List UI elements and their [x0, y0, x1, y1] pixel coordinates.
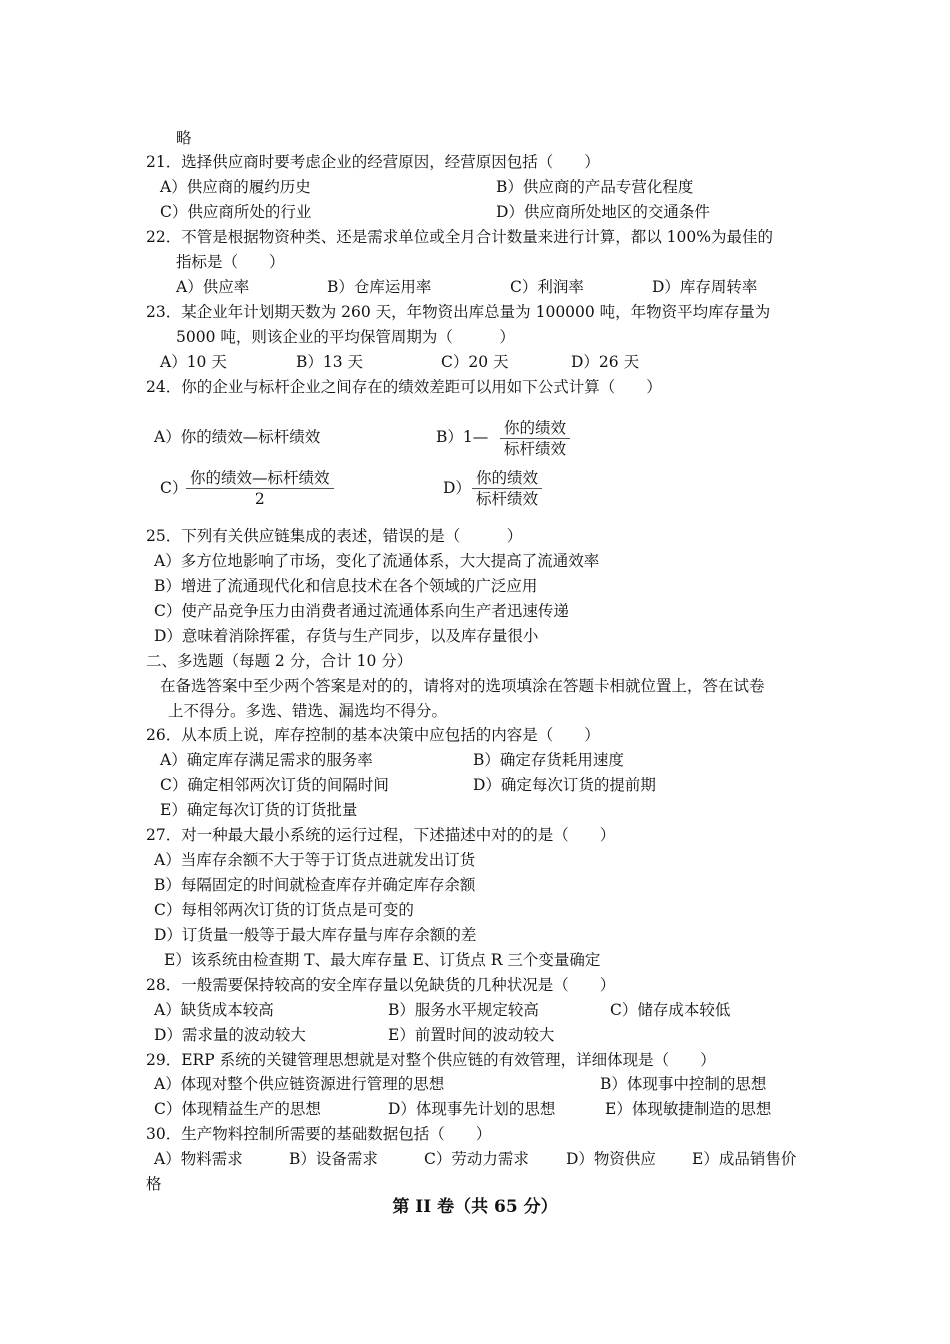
q27-option-a: A）当库存余额不大于等于订货点进就发出订货: [154, 851, 476, 869]
q22-option-d: D）库存周转率: [652, 278, 758, 296]
question-23-cont: 5000 吨，则该企业的平均保管周期为（ ）: [176, 328, 515, 346]
q21-option-a: A）供应商的履约历史: [160, 178, 311, 196]
q24-option-b-label: B）1—: [436, 428, 489, 446]
q22-option-b: B）仓库运用率: [327, 278, 432, 296]
q29-option-e: E）体现敏捷制造的思想: [605, 1100, 772, 1118]
q28-option-c: C）储存成本较低: [610, 1001, 731, 1019]
q26-option-e: E）确定每次订货的订货批量: [160, 801, 358, 819]
q27-option-b: B）每隔固定的时间就检查库存并确定库存余额: [154, 876, 476, 894]
question-21: 21．选择供应商时要考虑企业的经营原因，经营原因包括（ ）: [146, 153, 600, 171]
q23-option-a: A）10 天: [160, 353, 227, 371]
q25-option-d: D）意味着消除挥霍，存货与生产同步，以及库存量很小: [154, 627, 539, 645]
question-29: 29．ERP 系统的关键管理思想就是对整个供应链的有效管理，详细体现是（ ）: [146, 1051, 716, 1069]
q22-option-c: C）利润率: [510, 278, 584, 296]
q24-option-a: A）你的绩效—标杆绩效: [154, 428, 321, 446]
q28-option-d: D）需求量的波动较大: [154, 1026, 306, 1044]
q30-option-a: A）物料需求: [154, 1150, 243, 1168]
question-26: 26．从本质上说，库存控制的基本决策中应包括的内容是（ ）: [146, 726, 600, 744]
q27-option-c: C）每相邻两次订货的订货点是可变的: [154, 901, 414, 919]
q29-option-d: D）体现事先计划的思想: [388, 1100, 556, 1118]
q29-option-c: C）体现精益生产的思想: [154, 1100, 321, 1118]
fraction-denominator: 标杆绩效: [476, 490, 539, 508]
q21-option-d: D）供应商所处地区的交通条件: [496, 203, 710, 221]
q22-option-a: A）供应率: [176, 278, 250, 296]
section-2-heading: 二、多选题（每题 2 分，合计 10 分）: [146, 652, 413, 670]
q24-option-c-label: C）: [160, 479, 188, 497]
q25-option-a: A）多方位地影响了市场，变化了流通体系，大大提高了流通效率: [154, 552, 600, 570]
question-23: 23．某企业年计划期天数为 260 天，年物资出库总量为 100000 吨，年物资平均库存量为: [146, 303, 771, 321]
q26-option-b: B）确定存货耗用速度: [473, 751, 624, 769]
q21-option-c: C）供应商所处的行业: [160, 203, 312, 221]
q23-option-c: C）20 天: [441, 353, 509, 371]
section-2-instructions-cont: 上不得分。多选、错选、漏选均不得分。: [168, 702, 448, 720]
q30-option-c: C）劳动力需求: [424, 1150, 529, 1168]
q30-option-e-cont: 格: [146, 1175, 162, 1193]
part-2-title: 第 II 卷（共 65 分）: [392, 1197, 558, 1217]
fraction-denominator: 标杆绩效: [504, 440, 567, 458]
q27-option-e: E）该系统由检查期 T、最大库存量 E、订货点 R 三个变量确定: [164, 951, 601, 969]
q24-option-d-fraction: [472, 468, 542, 509]
q24-option-d-label: D）: [443, 479, 471, 497]
continued-text: 略: [176, 129, 192, 147]
fraction-numerator: 你的绩效—标杆绩效: [186, 468, 334, 489]
q21-option-b: B）供应商的产品专营化程度: [496, 178, 694, 196]
fraction-denominator: 2: [254, 490, 265, 508]
fraction-numerator: 你的绩效: [472, 468, 542, 489]
q24-option-c-fraction: [186, 468, 334, 509]
q28-option-e: E）前置时间的波动较大: [388, 1026, 555, 1044]
question-27: 27．对一种最大最小系统的运行过程，下述描述中对的的是（ ）: [146, 826, 616, 844]
question-24: 24．你的企业与标杆企业之间存在的绩效差距可以用如下公式计算（ ）: [146, 378, 662, 396]
q24-option-b-fraction: [500, 418, 570, 459]
question-28: 28．一般需要保持较高的安全库存量以免缺货的几种状况是（ ）: [146, 976, 616, 994]
question-22-cont: 指标是（ ）: [176, 253, 285, 271]
q28-option-a: A）缺货成本较高: [154, 1001, 274, 1019]
q29-option-a: A）体现对整个供应链资源进行管理的思想: [154, 1075, 445, 1093]
q27-option-d: D）订货量一般等于最大库存量与库存余额的差: [154, 926, 477, 944]
q26-option-a: A）确定库存满足需求的服务率: [160, 751, 373, 769]
q30-option-d: D）物资供应: [566, 1150, 656, 1168]
q26-option-c: C）确定相邻两次订货的间隔时间: [160, 776, 389, 794]
q23-option-d: D）26 天: [571, 353, 640, 371]
q25-option-c: C）使产品竞争压力由消费者通过流通体系向生产者迅速传递: [154, 602, 569, 620]
q23-option-b: B）13 天: [296, 353, 364, 371]
fraction-numerator: 你的绩效: [500, 418, 570, 439]
section-2-instructions: 在备选答案中至少两个答案是对的的，请将对的选项填涂在答题卡相就位置上，答在试卷: [160, 677, 765, 695]
question-30: 30．生产物料控制所需要的基础数据包括（ ）: [146, 1125, 492, 1143]
q29-option-b: B）体现事中控制的思想: [600, 1075, 767, 1093]
question-25: 25．下列有关供应链集成的表述，错误的是（ ）: [146, 527, 523, 545]
q26-option-d: D）确定每次订货的提前期: [473, 776, 656, 794]
q30-option-e: E）成品销售价: [692, 1150, 797, 1168]
q30-option-b: B）设备需求: [289, 1150, 378, 1168]
question-22: 22．不管是根据物资种类、还是需求单位或全月合计数量来进行计算，都以 100%为最佳的: [146, 228, 773, 246]
q25-option-b: B）增进了流通现代化和信息技术在各个领域的广泛应用: [154, 577, 538, 595]
q28-option-b: B）服务水平规定较高: [388, 1001, 539, 1019]
